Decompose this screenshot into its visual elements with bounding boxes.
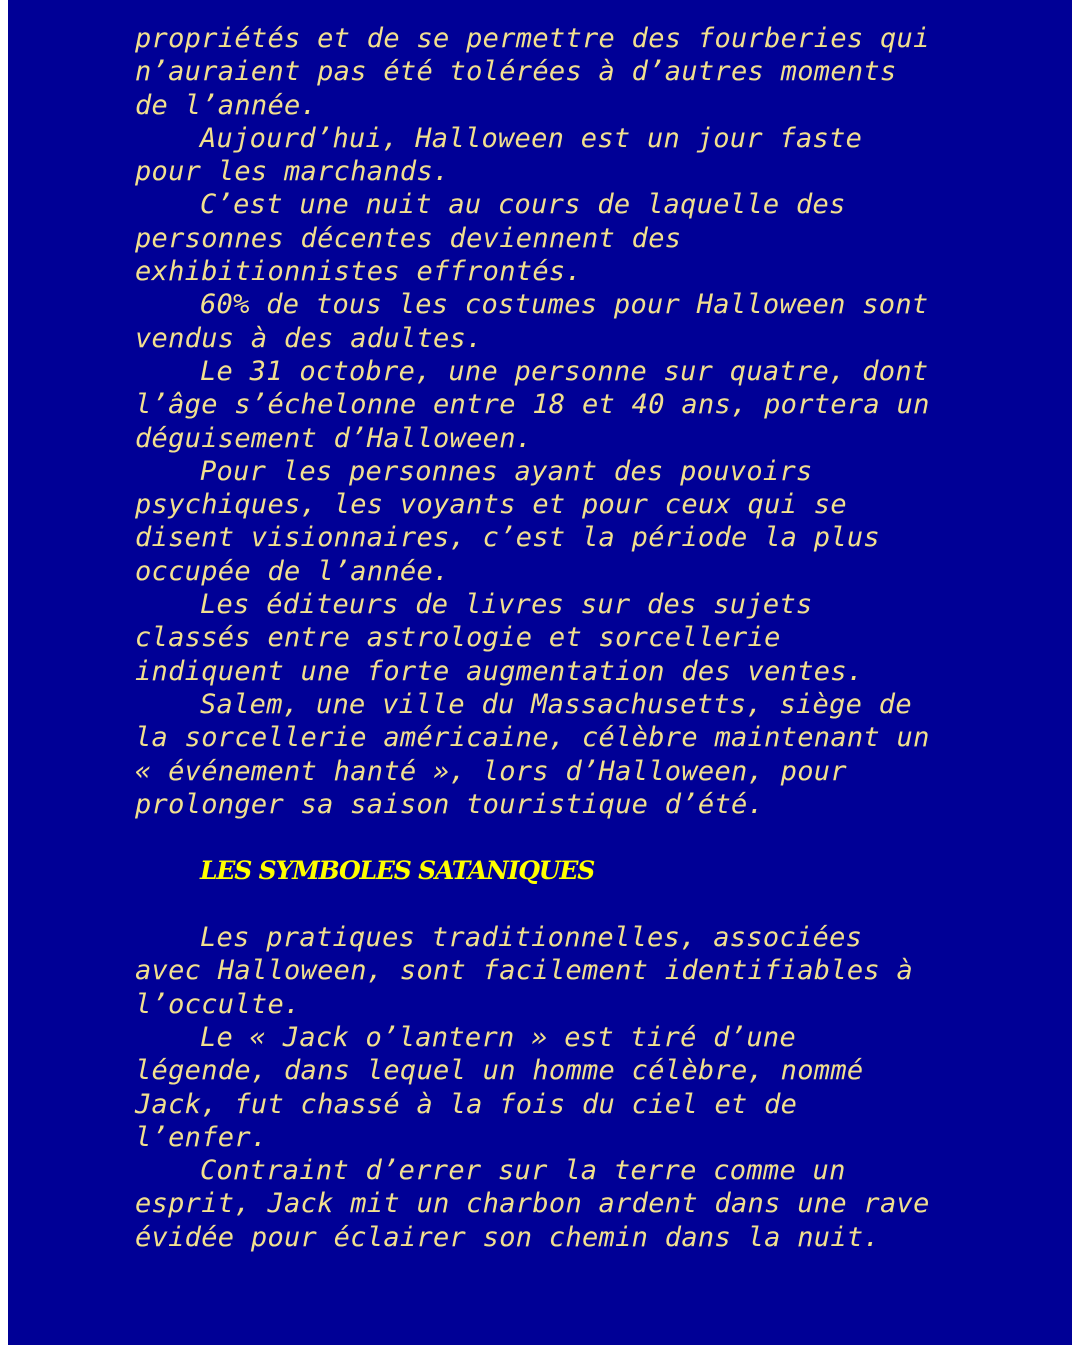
body-line: vendus à des adultes.: [135, 322, 483, 354]
body-line: Jack, fut chassé à la fois du ciel et de: [135, 1088, 798, 1120]
body-line: n’auraient pas été tolérées à d’autres moments: [135, 56, 897, 88]
body-line: occupée de l’année.: [135, 555, 450, 587]
document-page: [8, 0, 1072, 1345]
body-line: propriétés et de se permettre des fourberies qui: [135, 23, 930, 54]
body-line: psychiques, les voyants et pour ceux qui se: [135, 489, 847, 521]
section-heading: LES SYMBOLES SATANIQUES: [200, 856, 595, 886]
body-line: Les éditeurs de livres sur des sujets: [200, 589, 813, 621]
body-line: évidée pour éclairer son chemin dans la nuit.: [135, 1221, 880, 1253]
spacer: [135, 888, 965, 921]
body-line: Le 31 octobre, une personne sur quatre, dont: [200, 355, 929, 387]
body-line: Le « Jack o’lantern » est tiré d’une: [200, 1021, 796, 1053]
body-line: C’est une nuit au cours de laquelle des: [200, 189, 846, 221]
body-line: Contraint d’errer sur la terre comme un: [200, 1155, 846, 1187]
body-line: 60% de tous les costumes pour Halloween sont: [200, 289, 929, 321]
body-line: personnes décentes deviennent des: [135, 222, 682, 254]
body-line: déguisement d’Halloween.: [135, 422, 533, 454]
body-line: disent visionnaires, c’est la période la plus: [135, 522, 880, 554]
body-line: prolonger sa saison touristique d’été.: [135, 788, 765, 820]
body-line: Pour les personnes ayant des pouvoirs: [200, 455, 813, 487]
body-line: « événement hanté », lors d’Halloween, pour: [135, 755, 847, 787]
body-line: légende, dans lequel un homme célèbre, nommé: [135, 1055, 864, 1087]
spacer: [135, 821, 965, 854]
body-line: de l’année.: [135, 89, 318, 121]
body-line: Salem, une ville du Massachusetts, siège de: [200, 688, 912, 720]
body-line: esprit, Jack mit un charbon ardent dans une rave: [135, 1188, 930, 1220]
document-body: [135, 22, 965, 1254]
body-line: avec Halloween, sont facilement identifiables à: [135, 955, 914, 987]
body-line: l’occulte.: [135, 988, 301, 1020]
body-line: Aujourd’hui, Halloween est un jour faste: [200, 122, 863, 154]
body-line: classés entre astrologie et sorcellerie: [135, 622, 781, 654]
body-line: pour les marchands.: [135, 156, 450, 188]
body-line: l’enfer.: [135, 1121, 268, 1153]
body-line: l’âge s’échelonne entre 18 et 40 ans, portera un: [135, 389, 930, 421]
body-line: indiquent une forte augmentation des ventes.: [135, 655, 864, 687]
body-line: la sorcellerie américaine, célèbre maintenant un: [135, 722, 930, 754]
body-line: Les pratiques traditionnelles, associées: [200, 922, 863, 954]
body-line: exhibitionnistes effrontés.: [135, 256, 582, 288]
